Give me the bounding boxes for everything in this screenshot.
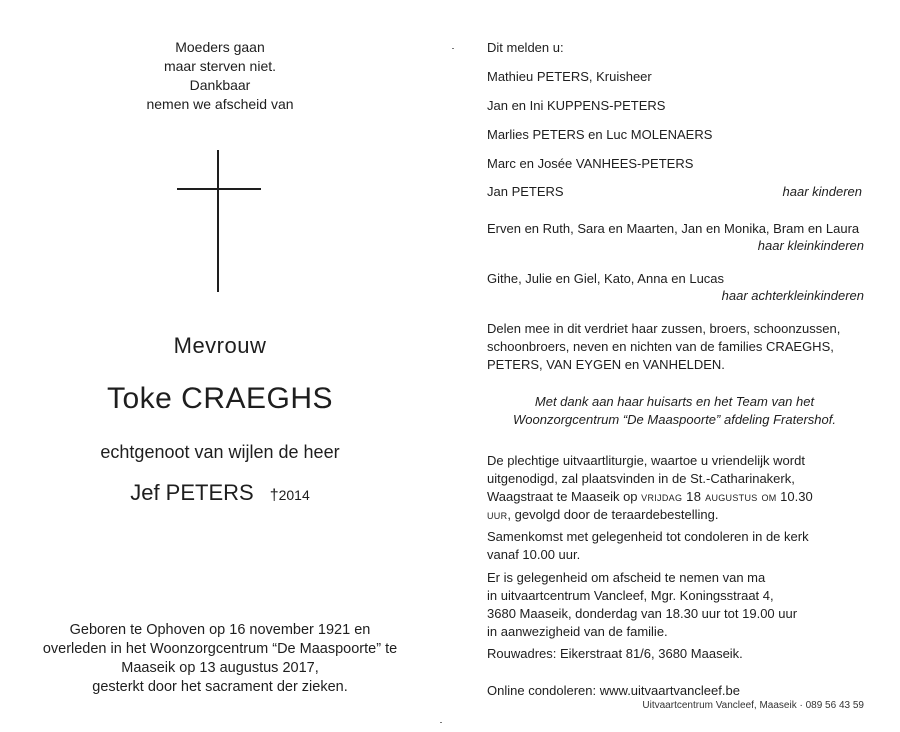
family-paragraph [487,320,867,374]
liturgy-line: uur, gevolgd door de teraardebestelling. [487,507,719,522]
bio-line: Maaseik op 13 augustus 2017, [121,660,319,676]
farewell-line: in uitvaartcentrum Vancleef, Mgr. Koningsstraat 4, [487,588,774,603]
cross-icon [177,150,261,292]
liturgy-paragraph [487,452,867,524]
motto-line: maar sterven niet. [163,58,277,74]
spouse-intro: echtgenoot van wijlen de heer [100,442,340,462]
online-condolences: Online condoleren: www.uitvaartvancleef.be [487,683,740,698]
spouse-death-year: †2014 [269,487,310,504]
spouse-line [40,480,400,506]
great-grandchildren-role: haar achterkleinkinderen [721,288,864,303]
liturgy-line: Waagstraat te Maaseik op vrijdag 18 augustus om 10.30 [487,489,813,504]
gathering-line: vanaf 10.00 uur. [487,547,581,562]
children-role: haar kinderen [782,184,862,199]
bio-line: overleden in het Woonzorgcentrum “De Maaspoorte” te [42,641,398,657]
farewell-paragraph [487,569,867,641]
motto-line: Moeders gaan [175,39,265,55]
child-entry: Jan en Ini KUPPENS-PETERS [487,98,666,113]
grandchildren-role: haar kleinkinderen [757,238,864,253]
family-line: PETERS, VAN EYGEN en VANHELDEN. [487,357,725,372]
family-line: Delen mee in dit verdriet haar zussen, broers, schoonzussen, [487,321,841,336]
biography [40,621,400,697]
child-entry: Marlies PETERS en Luc MOLENAERS [487,127,713,142]
great-grandchildren: Githe, Julie en Giel, Kato, Anna en Lucas [487,271,725,286]
salutation: Mevrouw [173,333,267,358]
child-entry: Mathieu PETERS, Kruisheer [487,69,652,84]
farewell-line: 3680 Maaseik, donderdag van 18.30 uur tot 19.00 uur [487,606,798,621]
child-name: Jan PETERS [487,184,564,199]
mourning-address: Rouwadres: Eikerstraat 81/6, 3680 Maaseik. [487,646,743,661]
child-entry-last [487,183,862,201]
intro: Dit melden u: [487,40,564,55]
gathering-paragraph [487,528,867,564]
thanks-line: Met dank aan haar huisarts en het Team van het [534,394,815,409]
motto-line: Dankbaar [189,77,251,93]
spouse-name: Jef PETERS [130,480,254,505]
motto [60,38,380,114]
deceased-name: Toke CRAEGHS [106,382,334,415]
bio-line: Geboren te Ophoven op 16 november 1921 en [69,622,371,638]
farewell-line: Er is gelegenheid om afscheid te nemen van ma [487,570,766,585]
gathering-line: Samenkomst met gelegenheid tot condoleren in de kerk [487,529,809,544]
right-panel [487,0,877,732]
motto-line: nemen we afscheid van [146,96,294,112]
child-entry: Marc en Josée VANHEES-PETERS [487,156,694,171]
farewell-line: in aanwezigheid van de familie. [487,624,668,639]
thanks-line: Woonzorgcentrum “De Maaspoorte” afdeling Fratershof. [513,412,836,427]
dagger-icon: † [269,487,279,504]
bio-line: gesterkt door het sacrament der zieken. [92,679,348,695]
grandchildren: Erven en Ruth, Sara en Maarten, Jan en Monika, Bram en Laura [487,221,860,236]
footer-funeral-home: Uitvaartcentrum Vancleef, Maaseik · 089 56 43 59 [642,700,864,711]
liturgy-line: De plechtige uitvaartliturgie, waartoe u vriendelijk wordt [487,453,805,468]
thanks-paragraph [487,393,862,429]
liturgy-line: uitgenodigd, zal plaatsvinden in de St.-Catharinakerk, [487,471,795,486]
funeral-date: vrijdag 18 augustus om [641,489,777,504]
family-line: schoonbroers, neven en nichten van de families CRAEGHS, [487,339,834,354]
